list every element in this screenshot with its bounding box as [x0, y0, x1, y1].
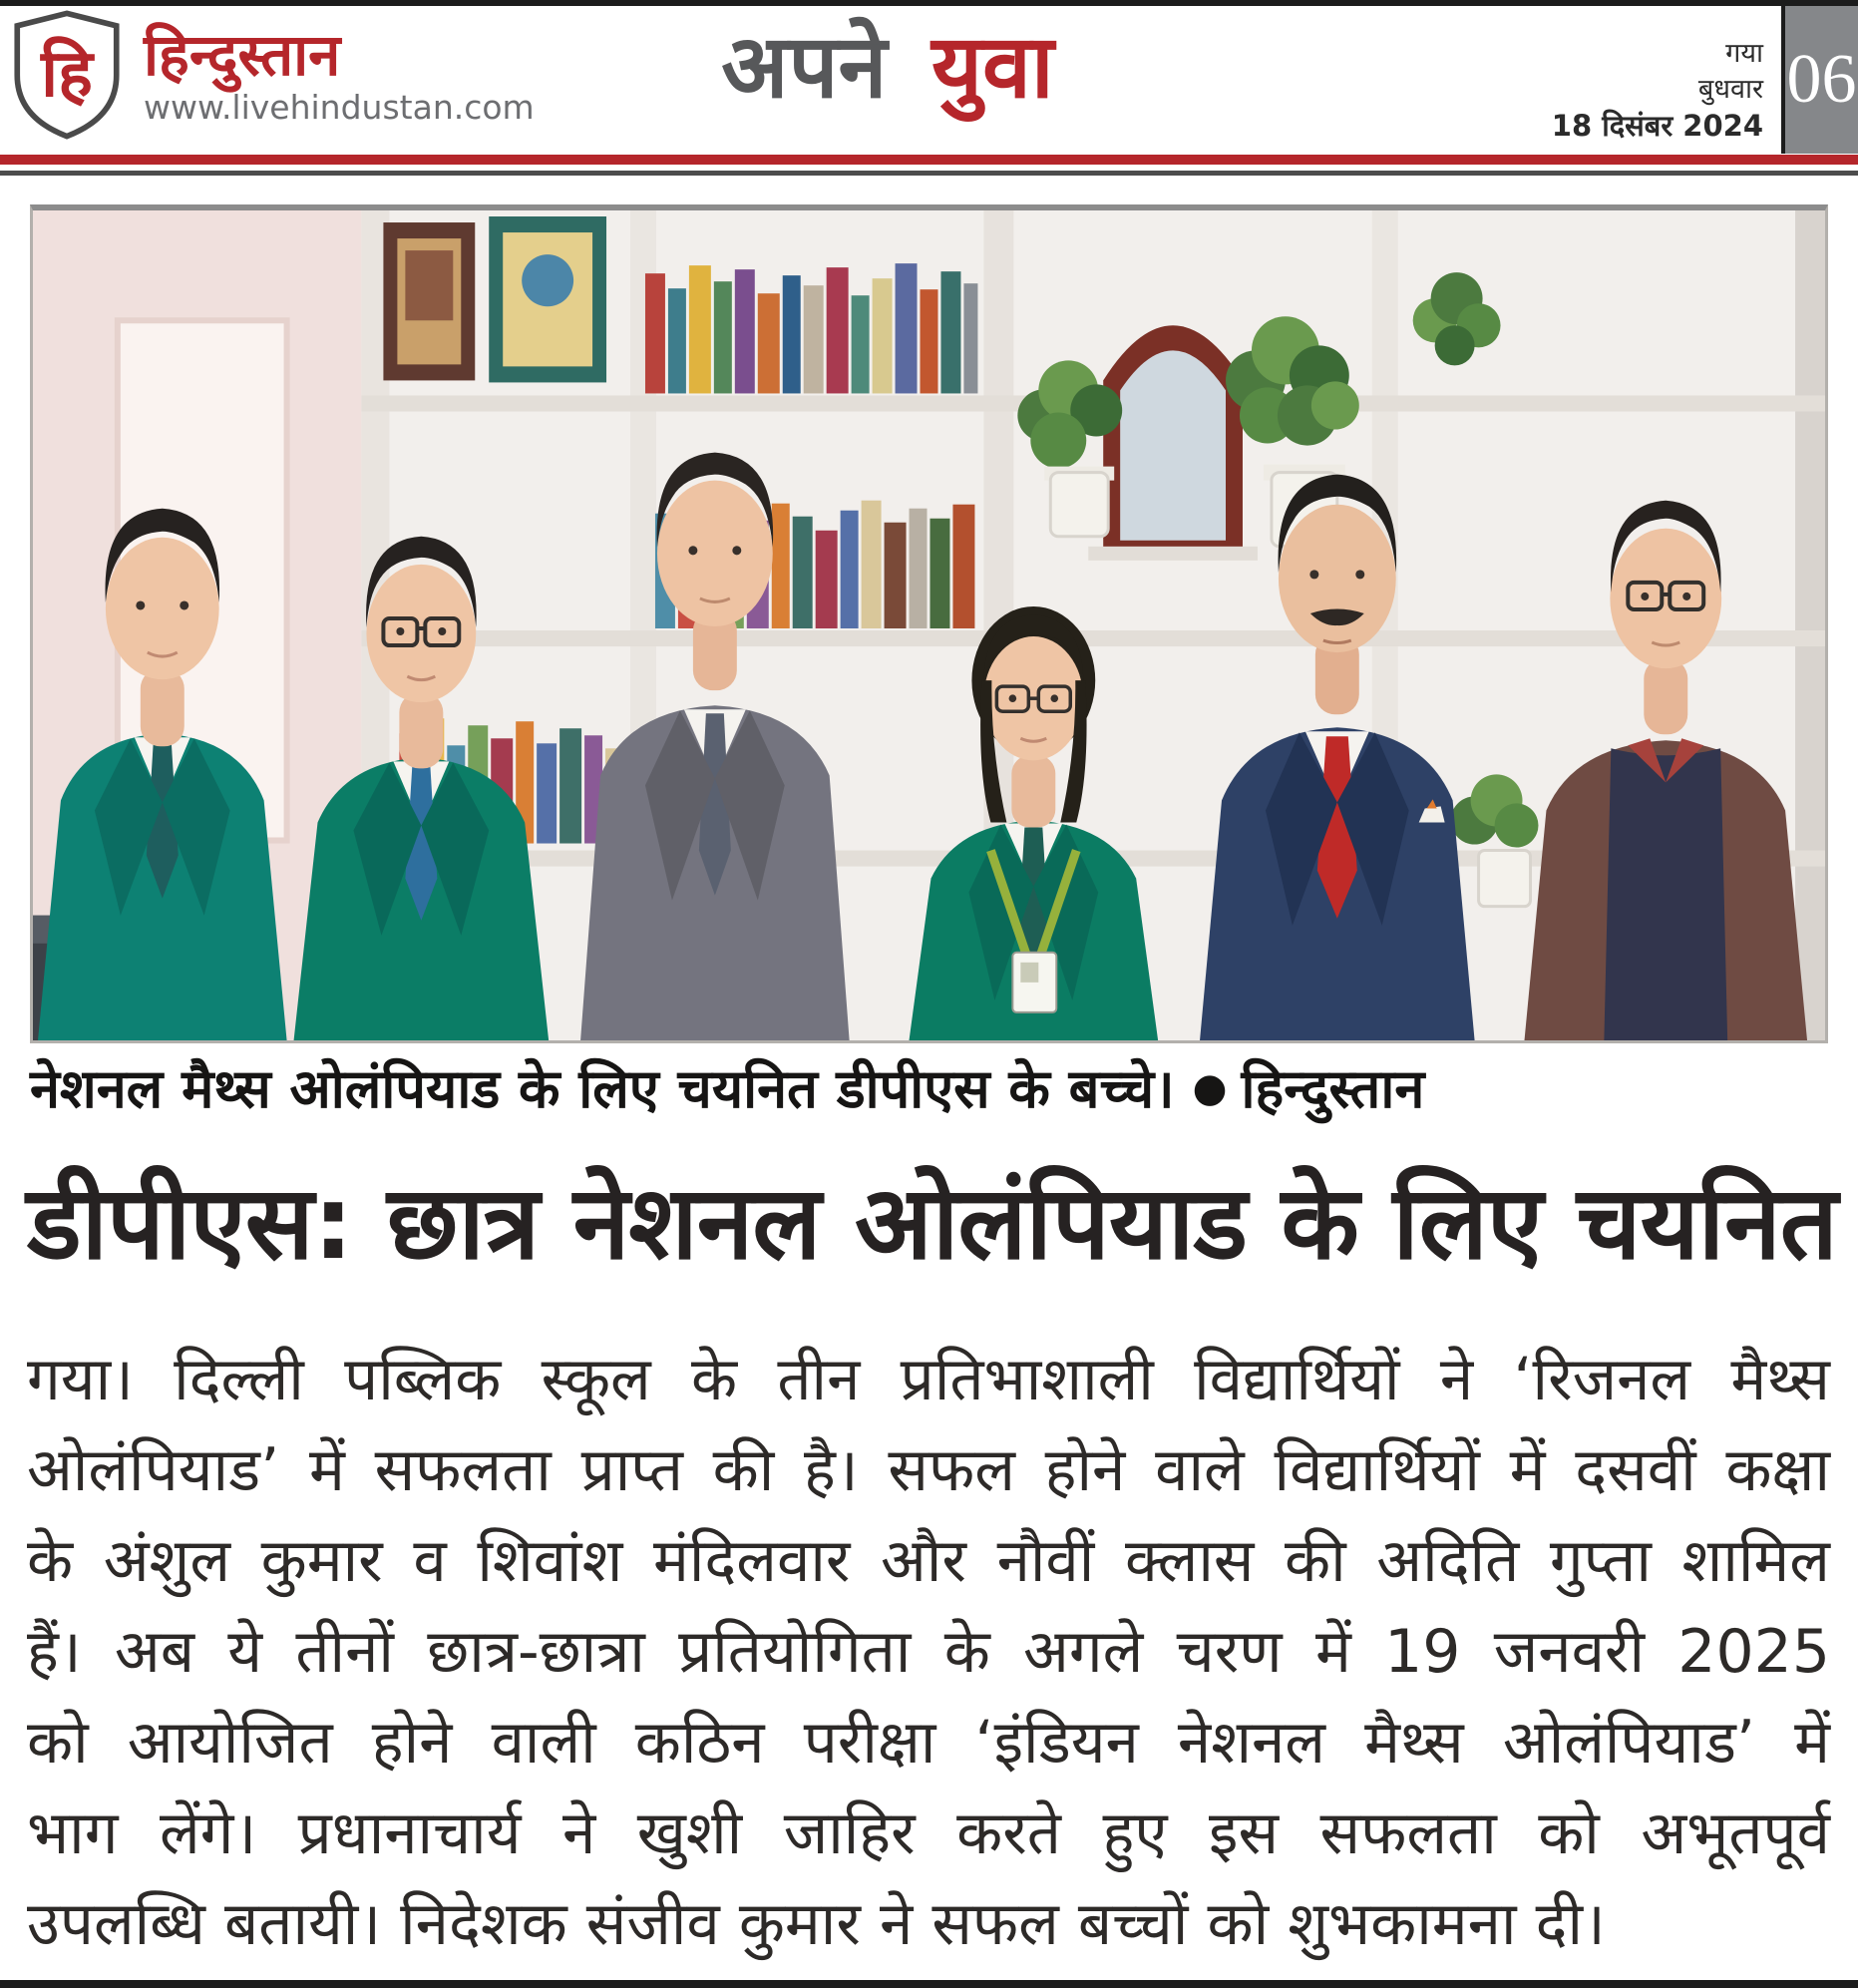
logo-name: हिन्दुस्तान	[144, 21, 341, 89]
news-photo	[30, 204, 1828, 1043]
svg-text:हि: हि	[41, 35, 93, 112]
bottom-border-rule	[0, 1980, 1858, 1988]
body-line: भाग लेंगे। प्रधानाचार्य ने खुशी जाहिर करते हुए इस सफलता को अभूतपूर्व	[27, 1798, 1830, 1868]
caption-text: नेशनल मैथ्स ओलंपियाड के लिए चयनित डीपीएस के बच्चे।	[30, 1057, 1175, 1120]
article-body	[27, 1335, 1830, 1970]
logo-website: www.livehindustan.com	[144, 88, 535, 127]
credit-bullet-icon: ●	[1192, 1065, 1228, 1111]
body-line: ओलंपियाड’ में सफलता प्राप्त की है। सफल होने वाले विद्यार्थियों में दसवीं कक्षा	[27, 1435, 1830, 1505]
edition-city: गया	[1725, 38, 1763, 69]
article-headline: डीपीएस: छात्र नेशनल ओलंपियाड के लिए चयनित	[27, 1164, 1837, 1283]
photo-caption	[30, 1045, 1825, 1132]
section-title-word1: अपने	[721, 15, 888, 118]
edition-info	[1552, 36, 1763, 144]
edition-day: बुधवार	[1697, 74, 1763, 105]
body-line: को आयोजित होने वाली कठिन परीक्षा ‘इंडियन नेशनल मैथ्स ओलंपियाड’ में	[27, 1708, 1830, 1778]
section-title	[0, 8, 1775, 126]
section-title-word2: युवा	[930, 15, 1054, 118]
page-number-box	[1781, 6, 1858, 154]
edition-date: 18 दिसंबर 2024	[1551, 109, 1763, 143]
masthead	[0, 6, 1858, 154]
group-photo-illustration	[33, 210, 1825, 1040]
body-line: उपलब्धि बतायी। निदेशक संजीव कुमार ने सफल बच्चों को शुभकामना दी।	[27, 1889, 1606, 1959]
masthead-gray-rule	[0, 171, 1858, 176]
photo-credit: हिन्दुस्तान	[1241, 1057, 1425, 1120]
body-line: के अंशुल कुमार व शिवांश मंदिलवार और नौवीं क्लास की अदिति गुप्ता शामिल	[27, 1526, 1830, 1596]
masthead-red-rule	[0, 155, 1858, 165]
body-line: गया। दिल्ली पब्लिक स्कूल के तीन प्रतिभाशाली विद्यार्थियों ने ‘रिजनल मैथ्स	[27, 1345, 1830, 1414]
body-line: हैं। अब ये तीनों छात्र-छात्रा प्रतियोगिता के अगले चरण में 19 जनवरी 2025	[27, 1617, 1830, 1687]
page-number: 06	[1786, 41, 1857, 118]
